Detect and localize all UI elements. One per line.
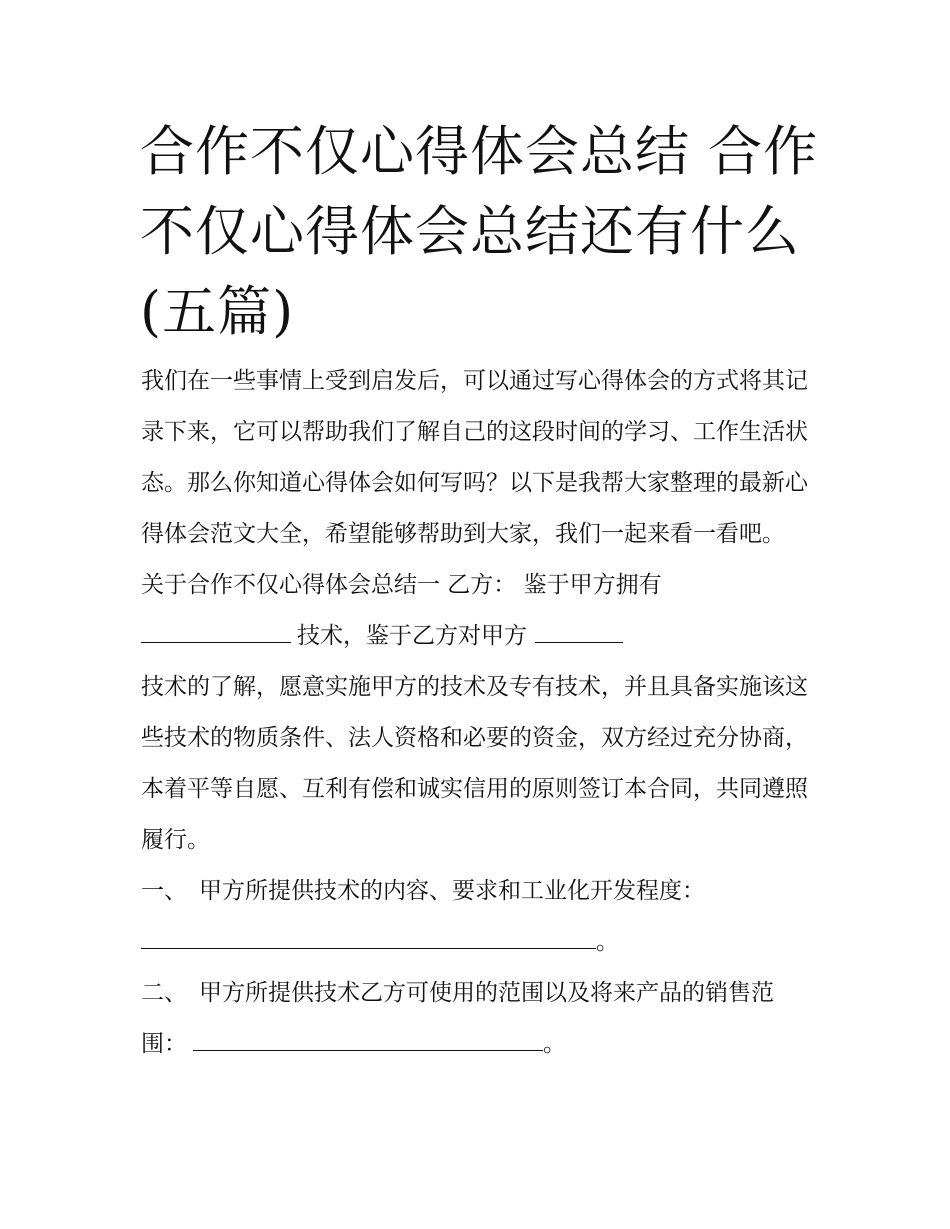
item-two-end: 。 xyxy=(543,1031,566,1057)
document-body xyxy=(141,356,816,1070)
item-one-end: 。 xyxy=(596,929,619,955)
item-one-text: 甲方所提供技术的内容、要求和工业化开发程度： xyxy=(199,878,705,904)
item-two xyxy=(141,968,816,1070)
item-two-text: 甲方所提供技术乙方可使用的范围以及将来产品的销售范围： xyxy=(141,980,774,1057)
document-title: 合作不仅心得体会总结 合作不仅心得体会总结还有什么(五篇) xyxy=(140,120,819,343)
section-heading: 关于合作不仅心得体会总结一 乙方： 鉴于甲方拥有 xyxy=(141,572,662,598)
blank-technology-content xyxy=(141,922,596,949)
technology-line xyxy=(141,611,816,662)
blank-party-a-technology xyxy=(535,616,623,643)
technology-line-text: 技术，鉴于乙方对甲方 xyxy=(297,623,527,649)
item-two-label: 二、 xyxy=(141,980,187,1006)
item-one xyxy=(141,866,816,917)
intro-paragraph: 我们在一些事情上受到启发后，可以通过写心得体会的方式将其记录下来，它可以帮助我们了解自己的这段时间的学习、工作生活状态。那么你知道心得体会如何写吗？以下是我帮大家整理的最新心得体会范文大全，希望能够帮助到大家，我们一起来看一看吧。 xyxy=(141,368,808,547)
agreement-paragraph: 技术的了解，愿意实施甲方的技术及专有技术，并且具备实施该这些技术的物质条件、法人资格和必要的资金，双方经过充分协商，本着平等自愿、互利有偿和诚实信用的原则签订本合同，共同遵照履行。 xyxy=(141,674,808,853)
blank-sales-scope xyxy=(193,1024,543,1051)
item-one-label: 一、 xyxy=(141,878,187,904)
item-one-answer xyxy=(141,917,816,968)
blank-technology-name xyxy=(141,616,291,643)
